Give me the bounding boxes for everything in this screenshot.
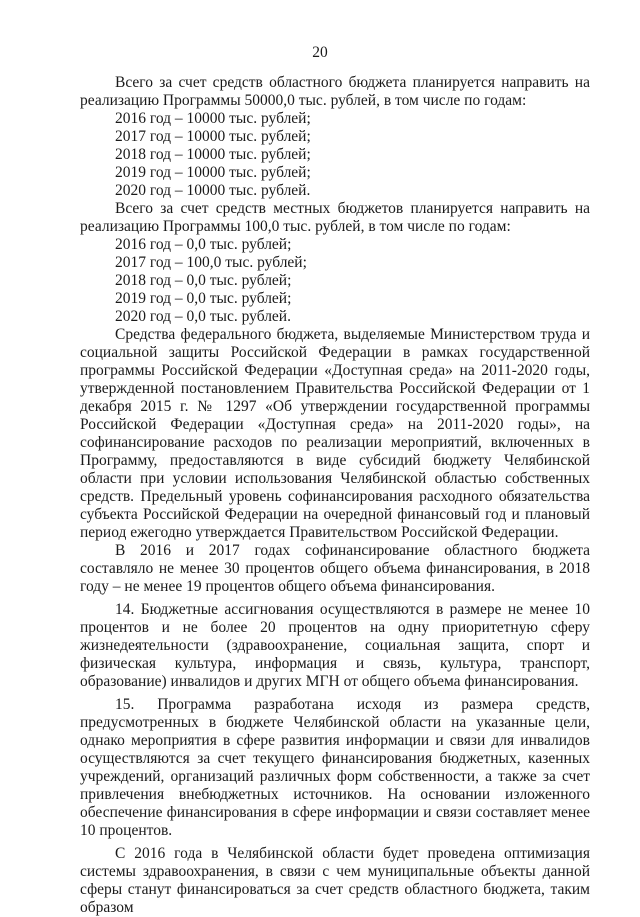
local-budget-2016: 2016 год – 0,0 тыс. рублей;: [115, 236, 292, 253]
local-budget-2020: 2020 год – 0,0 тыс. рублей.: [115, 308, 291, 325]
paragraph-item-14: 14. Бюджетные ассигнования осуществляются в размере не менее 10 процентов и не более 20 процентов на одну приоритетную сферу жизнедеятельности (здравоохранение, социальная защита, спорт и физическая культура, информация и связь, культура, транспорт, образование) инвалидов и других МГН от общего объема финансирования.: [80, 601, 590, 690]
paragraph-local-budget: Всего за счет средств местных бюджетов планируется направить на реализацию Программы 100,0 тыс. рублей, в том числе по годам:: [80, 200, 590, 235]
regional-budget-2017: 2017 год – 10000 тыс. рублей;: [115, 128, 311, 145]
paragraph-cofinancing: В 2016 и 2017 годах софинансирование областного бюджета составляло не менее 30 процентов общего объема финансирования, в 2018 году – не менее 19 процентов общего объема финансирования.: [80, 542, 590, 595]
paragraph-federal-budget: Средства федерального бюджета, выделяемые Министерством труда и социальной защиты Российской Федерации в рамках государственной программы Российской Федерации «Доступная среда» на 2011-2020 годы, утвержденной постановлением Правительства Российской Федерации от 1 декабря 2015 г. № 1297 «Об утверждении государственной программы Российской Федерации «Доступная среда» на 2011-2020 годы», на софинансирование расходов по реализации мероприятий, включенных в Программу, предоставляются в виде субсидий бюджету Челябинской области при условии использования Челябинской областью собственных средств. Предельный уровень софинансирования расходного обязательства субъекта Российской Федерации на очередной финансовый год и плановый период ежегодно утверждается Правительством Российской Федерации.: [80, 326, 590, 541]
regional-budget-2019: 2019 год – 10000 тыс. рублей;: [115, 164, 311, 181]
regional-budget-2020: 2020 год – 10000 тыс. рублей.: [115, 182, 311, 199]
page-number: 20: [312, 44, 328, 61]
document-body: [80, 74, 590, 917]
paragraph-healthcare: С 2016 года в Челябинской области будет проведена оптимизация системы здравоохранения, в связи с чем муниципальные объекты данной сферы станут финансироваться за счет средств областного бюджета, таким образом: [80, 845, 590, 916]
local-budget-2017: 2017 год – 100,0 тыс. рублей;: [115, 254, 307, 271]
paragraph-regional-budget: Всего за счет средств областного бюджета планируется направить на реализацию Программы 50000,0 тыс. рублей, в том числе по годам:: [80, 74, 590, 109]
paragraph-item-15: 15. Программа разработана исходя из размера средств, предусмотренных в бюджете Челябинской области на указанные цели, однако мероприятия в сфере развития информации и связи для инвалидов осуществляются за счет текущего финансирования бюджетных, казенных учреждений, организаций различных форм собственности, а также за счет привлечения внебюджетных источников. На основании изложенного обеспечение финансирования в сфере информации и связи составляет менее 10 процентов.: [80, 696, 590, 839]
local-budget-2019: 2019 год – 0,0 тыс. рублей;: [115, 290, 292, 307]
regional-budget-2018: 2018 год – 10000 тыс. рублей;: [115, 146, 311, 163]
regional-budget-2016: 2016 год – 10000 тыс. рублей;: [115, 110, 311, 127]
local-budget-2018: 2018 год – 0,0 тыс. рублей;: [115, 272, 292, 289]
